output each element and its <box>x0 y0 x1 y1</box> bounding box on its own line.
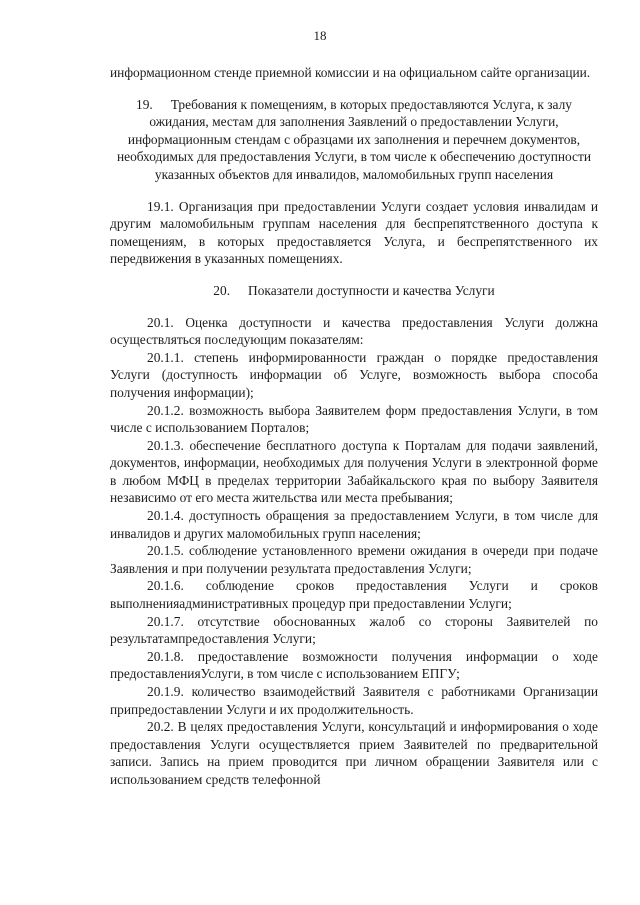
section-number: 20. <box>213 282 231 298</box>
section-title: Требования к помещениям, в которых предоставляются Услуга, к залу ожидания, местам для заполнения Заявлений о предоставлении Услуги, информационным стендам с образцами их заполнения и перечнем документов, необходимых для предоставления Услуги, в том числе к обеспечению доступности указанных объектов для инвалидов, маломобильных групп населения <box>116 96 592 182</box>
paragraph-20-1-7: 20.1.7. отсутствие обоснованных жалоб со стороны Заявителей по результатампредоставления Услуги; <box>110 613 598 647</box>
paragraph-20-1-2: 20.1.2. возможность выбора Заявителем форм предоставления Услуги, в том числе с использованием Порталов; <box>110 402 598 436</box>
paragraph-20-1-4: 20.1.4. доступность обращения за предоставлением Услуги, в том числе для инвалидов и других маломобильных групп населения; <box>110 508 598 541</box>
page-number: 18 <box>313 28 327 43</box>
paragraph-20-1-6: 20.1.6. соблюдение сроков предоставления Услуги и сроков выполненияадминистративных процедур при предоставлении Услуги; <box>110 578 598 612</box>
paragraph-top: информационном стенде приемной комиссии и на официальном сайте организации. <box>110 65 591 80</box>
document-body <box>110 64 598 789</box>
paragraph-20-1-5: 20.1.5. соблюдение установленного времени ожидания в очереди при подаче Заявления и при получении результата предоставления Услуги; <box>110 543 598 576</box>
section-heading-19 <box>110 96 598 184</box>
paragraph-20-2: 20.2. В целях предоставления Услуги, консультаций и информирования о ходе предоставления Услуги осуществляется прием Заявителей по предварительной записи. Запись на прием проводится при личном обращении Заявителя или с использованием средств телефонной <box>110 719 598 787</box>
section-title: Показатели доступности и качества Услуги <box>248 282 495 298</box>
paragraph-20-1-9: 20.1.9. количество взаимодействий Заявителя с работниками Организации припредоставлении Услуги и их продолжительность. <box>110 684 598 717</box>
section-heading-20 <box>110 282 598 300</box>
paragraph-20-1-8: 20.1.8. предоставление возможности получения информации о ходе предоставленияУслуги, в том числе с использованием ЕПГУ; <box>110 648 598 682</box>
paragraph-19-1: 19.1. Организация при предоставлении Услуги создает условия инвалидам и другим маломобильным группам населения для беспрепятственного доступа к помещениям, в которых предоставляется Услуга, и беспрепятственного их передвижения в указанных помещениях. <box>110 198 598 267</box>
paragraph-20-1-3: 20.1.3. обеспечение бесплатного доступа к Порталам для подачи заявлений, документов, информации, необходимых для получения Услуги в электронной форме в любом МФЦ в пределах территории Забайкальского края по выбору Заявителя независимо от его места жительства или места пребывания; <box>110 437 598 506</box>
paragraph-20-1: 20.1. Оценка доступности и качества предоставления Услуги должна осуществляться последующим показателям: <box>110 314 598 348</box>
section-number: 19. <box>136 96 153 112</box>
paragraph-20-1-1: 20.1.1. степень информированности граждан о порядке предоставления Услуги (доступность информации об Услуге, возможность выбора способа получения информации); <box>110 349 598 400</box>
